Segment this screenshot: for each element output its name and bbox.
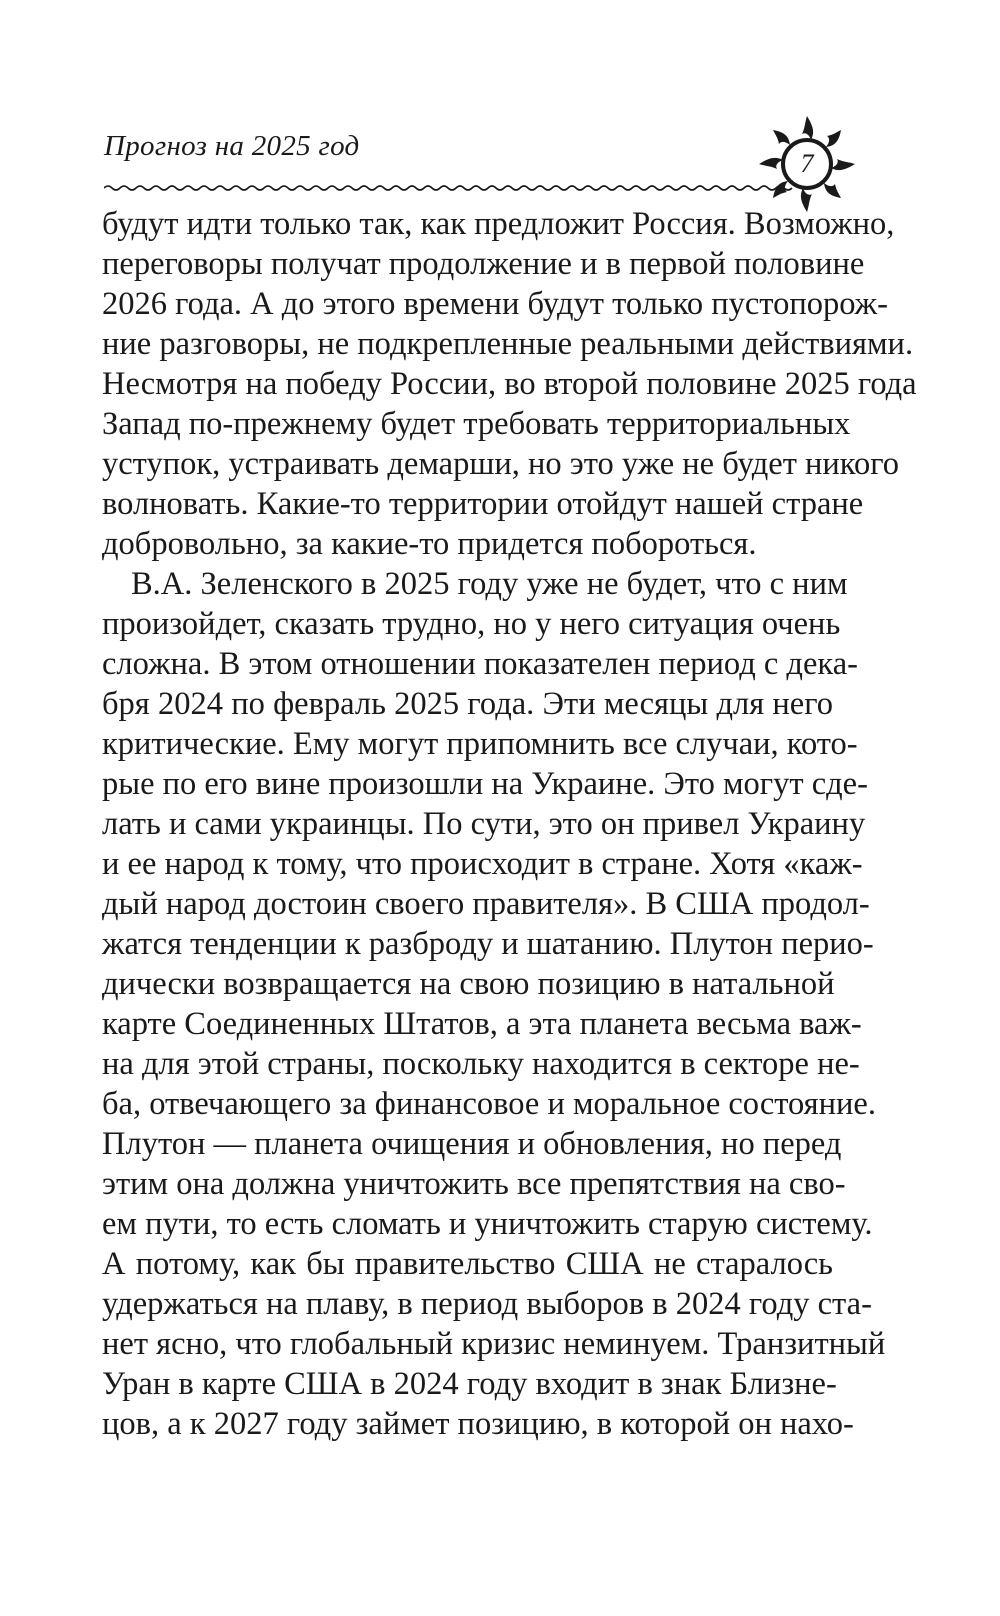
text-line: В.А. Зеленского в 2025 году уже не будет, что с ним [131, 566, 848, 602]
text-line: Плутон — планета очищения и обновления, но перед [102, 1126, 842, 1162]
text-line: уступок, устраивать демарши, но это уже не будет никого [102, 446, 899, 482]
text-line: дый народ достоин своего правителя». В США продол- [102, 886, 870, 922]
text-line: карте Соединенных Штатов, а эта планета весьма важ- [102, 1006, 862, 1042]
text-line: лать и сами украинцы. По сути, это он привел Украину [102, 806, 866, 842]
text-line: цов, а к 2027 году займет позицию, в которой он нахо- [102, 1406, 854, 1442]
text-line: на для этой страны, поскольку находится в секторе не- [102, 1046, 860, 1082]
text-line: жатся тенденции к разброду и шатанию. Плутон перио- [102, 926, 874, 962]
text-line: бря 2024 по февраль 2025 года. Эти месяцы для него [102, 686, 833, 722]
paragraph-1 [102, 204, 917, 564]
text-line: рые по его вине произошли на Украине. Это могут сде- [102, 766, 868, 802]
text-line: волновать. Какие-то территории отойдут нашей стране [102, 486, 864, 522]
text-line: будут идти только так, как предложит Россия. Возможно, [102, 206, 895, 242]
text-line: ем пути, то есть сломать и уничтожить старую систему. [102, 1206, 873, 1242]
text-line: критические. Ему могут припомнить все случаи, кото- [102, 726, 858, 762]
text-line: Уран в карте США в 2024 году входит в знак Близне- [102, 1366, 837, 1402]
text-line: сложна. В этом отношении показателен период с дека- [102, 646, 858, 682]
text-line: удержаться на плаву, в период выборов в 2024 году ста- [102, 1286, 872, 1322]
text-line: дически возвращается на свою позицию в натальной [102, 966, 835, 1002]
running-head-title: Прогноз на 2025 год [104, 130, 360, 162]
text-line: переговоры получат продолжение и в первой половине [102, 246, 865, 282]
body-text [102, 204, 917, 1444]
text-line: Несмотря на победу России, во второй половине 2025 года [102, 366, 917, 402]
page-number: 7 [800, 149, 814, 178]
text-line: А потому, как бы правительство США не старалось [102, 1246, 833, 1282]
text-line: ба, отвечающего за финансовое и моральное состояние. [102, 1086, 876, 1122]
text-line: ние разговоры, не подкрепленные реальными действиями. [102, 326, 914, 362]
text-line: добровольно, за какие-то придется побороться. [102, 526, 757, 562]
text-line: 2026 года. А до этого времени будут только пустопорож- [102, 286, 888, 322]
text-line: нет ясно, что глобальный кризис неминуем. Транзитный [102, 1326, 886, 1362]
text-line: этим она должна уничтожить все препятствия на сво- [102, 1166, 846, 1202]
text-line: Запад по-прежнему будет требовать территориальных [102, 406, 851, 442]
paragraph-2 [102, 564, 886, 1444]
text-line: произойдет, сказать трудно, но у него ситуация очень [102, 606, 841, 642]
text-line: и ее народ к тому, что происходит в стране. Хотя «каж- [102, 846, 863, 882]
header-wavy-rule [104, 182, 794, 194]
